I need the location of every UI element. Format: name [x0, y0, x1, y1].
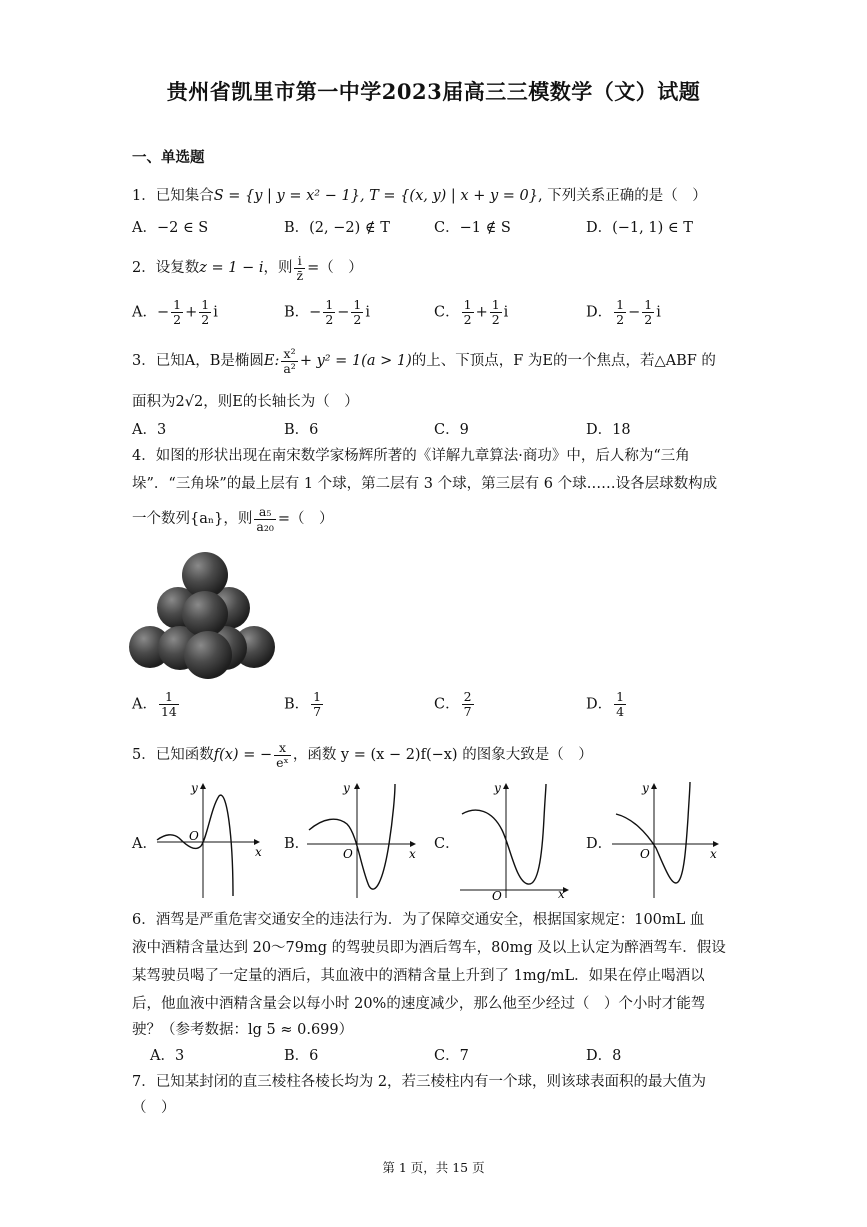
option-b[interactable]: B．− $\frac{1}{2}$ − $\frac{1}{2}$ i	[284, 297, 371, 327]
q3-eq-lead: E:	[263, 353, 280, 369]
question-3-stem	[132, 344, 716, 378]
question-4-line-2: 垛”．“三角垛”的最上层有 1 个球，第二层有 3 个球，第三层有 6 个球……设各层球数构成	[132, 476, 718, 492]
origin-label: O	[189, 829, 199, 843]
option-a[interactable]: A．−2 ∈ S	[132, 220, 209, 236]
question-2-stem	[132, 253, 363, 283]
option-c-label[interactable]: C．	[434, 836, 460, 852]
section-heading: 一、单选题	[132, 149, 205, 166]
question-4-options	[132, 690, 752, 726]
option-c[interactable]: C． $\frac{2}{7}$	[434, 689, 472, 719]
option-d[interactable]: D．18	[586, 422, 631, 438]
option-d[interactable]: D． $\frac{1}{2}$ − $\frac{1}{2}$ i	[586, 297, 661, 327]
question-6-line-5: 驶？（参考数据：lg 5 ≈ 0.699）	[132, 1022, 354, 1038]
axis-label-y: y	[494, 781, 501, 795]
q2-expr: z = 1 − i	[199, 260, 264, 276]
origin-label: O	[640, 847, 650, 861]
q5-fraction: $\frac{x}{\text{eˣ}}$	[276, 739, 289, 770]
option-d[interactable]: D． $\frac{1}{4}$	[586, 689, 625, 719]
option-c[interactable]: C． $\frac{1}{2}$ + $\frac{1}{2}$ i	[434, 297, 509, 327]
axis-label-x: x	[710, 847, 717, 861]
origin-label: O	[343, 847, 353, 861]
axis-label-y: y	[343, 781, 350, 795]
option-c-graph[interactable]	[458, 778, 573, 900]
triangular-pile-figure	[128, 548, 278, 683]
axis-label-x: x	[558, 887, 565, 900]
axis-label-y: y	[642, 781, 649, 795]
q2-stem-mid: ，则	[263, 260, 293, 276]
option-c[interactable]: C．9	[434, 422, 469, 438]
q2-fraction	[294, 254, 305, 283]
option-c[interactable]: C．−1 ∉ S	[434, 220, 511, 236]
option-c[interactable]: C．7	[434, 1048, 469, 1064]
axis-label-x: x	[409, 847, 416, 861]
option-a[interactable]: A．3	[132, 422, 167, 438]
question-4-line-3	[132, 502, 334, 536]
option-a-graph[interactable]	[155, 778, 265, 900]
option-b[interactable]: B． $\frac{1}{7}$	[284, 689, 322, 719]
q5-fx: f(x) = −	[213, 747, 273, 763]
option-b-graph[interactable]	[305, 778, 420, 900]
option-d[interactable]: D．(−1, 1) ∈ T	[586, 220, 693, 236]
page-title: 贵州省凯里市第一中学2023届高三三模数学（文）试题	[166, 79, 701, 104]
q2-frac-den: z̄	[296, 267, 304, 283]
ball	[184, 631, 232, 679]
question-6-options	[150, 1046, 770, 1070]
question-3-options	[132, 420, 752, 444]
q3-stem-text: 3．已知A，B是椭圆	[132, 353, 264, 369]
option-a[interactable]: A．− $\frac{1}{2}$ + $\frac{1}{2}$ i	[132, 297, 218, 327]
question-2-options	[132, 298, 752, 332]
q3-stem-mid: 的上、下顶点，F 为E的一个焦点，若△ABF 的	[411, 353, 716, 369]
q4-fraction: $\frac{\text{a₅}}{\text{a₂₀}}$	[256, 503, 274, 534]
option-d[interactable]: D．8	[586, 1048, 622, 1064]
option-b[interactable]: B．(2, −2) ∉ T	[284, 220, 390, 236]
question-6-line-2: 液中酒精含量达到 20～79mg 的驾驶员即为酒后驾车，80mg 及以上认定为醉酒驾车．假设	[132, 940, 726, 956]
axis-label-y: y	[191, 781, 198, 795]
q2-stem-tail: =（ ）	[307, 260, 363, 276]
option-b[interactable]: B．6	[284, 1048, 319, 1064]
q3-fraction: $\frac{\text{x²}}{\text{a²}}$	[283, 345, 296, 376]
question-5-stem	[132, 738, 593, 772]
option-a-label[interactable]: A．	[132, 836, 157, 852]
question-6-line-4: 后，他血液中酒精含量会以每小时 20%的速度减少，那么他至少经过（ ）个小时才能驾	[132, 996, 706, 1012]
option-b-label[interactable]: B．	[284, 836, 310, 852]
q1-stem-text: 1．已知集合	[132, 188, 214, 204]
q1-set-s: S = {y | y = x² − 1}	[213, 188, 360, 204]
option-a[interactable]: A．3	[150, 1048, 185, 1064]
page-footer: 第 1 页，共 15 页	[382, 1160, 485, 1175]
q3-eq-rest: + y² = 1(a > 1)	[299, 353, 412, 369]
q5-stem-text: 5．已知函数	[132, 747, 214, 763]
option-a[interactable]: A． $\frac{1}{14}$	[132, 689, 177, 719]
axis-label-x: x	[255, 845, 262, 859]
option-d-graph[interactable]	[610, 778, 725, 900]
q2-stem-text: 2．设复数	[132, 260, 200, 276]
option-b[interactable]: B．6	[284, 422, 319, 438]
question-1-options	[132, 218, 752, 242]
q4-stem-text: 一个数列{aₙ}，则	[132, 511, 253, 527]
q2-frac-num: i	[294, 254, 305, 269]
question-1-stem	[132, 186, 707, 206]
question-7-line-1: 7．已知某封闭的直三棱柱各棱长均为 2，若三棱柱内有一个球，则该球表面积的最大值为	[132, 1074, 707, 1090]
option-d-label[interactable]: D．	[586, 836, 613, 852]
question-6-line-3: 某驾驶员喝了一定量的酒后，其血液中的酒精含量上升到了 1mg/mL．如果在停止喝酒以	[132, 968, 705, 984]
question-7-line-2: （ ）	[132, 1100, 176, 1116]
question-6-line-1: 6．酒驾是严重危害交通安全的违法行为．为了保障交通安全，根据国家规定：100mL 血	[132, 912, 705, 928]
q1-set-t: , T = {(x, y) | x + y = 0}	[359, 188, 538, 204]
origin-label: O	[492, 889, 502, 900]
q5-stem-tail: ，函数 y = (x − 2)f(−x) 的图象大致是（ ）	[292, 747, 593, 763]
q1-stem-tail: , 下列关系正确的是（ ）	[537, 188, 707, 204]
ball	[182, 591, 228, 637]
question-3-stem-2: 面积为2√2，则E的长轴长为（ ）	[132, 394, 359, 410]
q4-stem-tail: =（ ）	[277, 511, 334, 527]
question-4-line-1: 4．如图的形状出现在南宋数学家杨辉所著的《详解九章算法·商功》中，后人称为“三角	[132, 448, 690, 464]
